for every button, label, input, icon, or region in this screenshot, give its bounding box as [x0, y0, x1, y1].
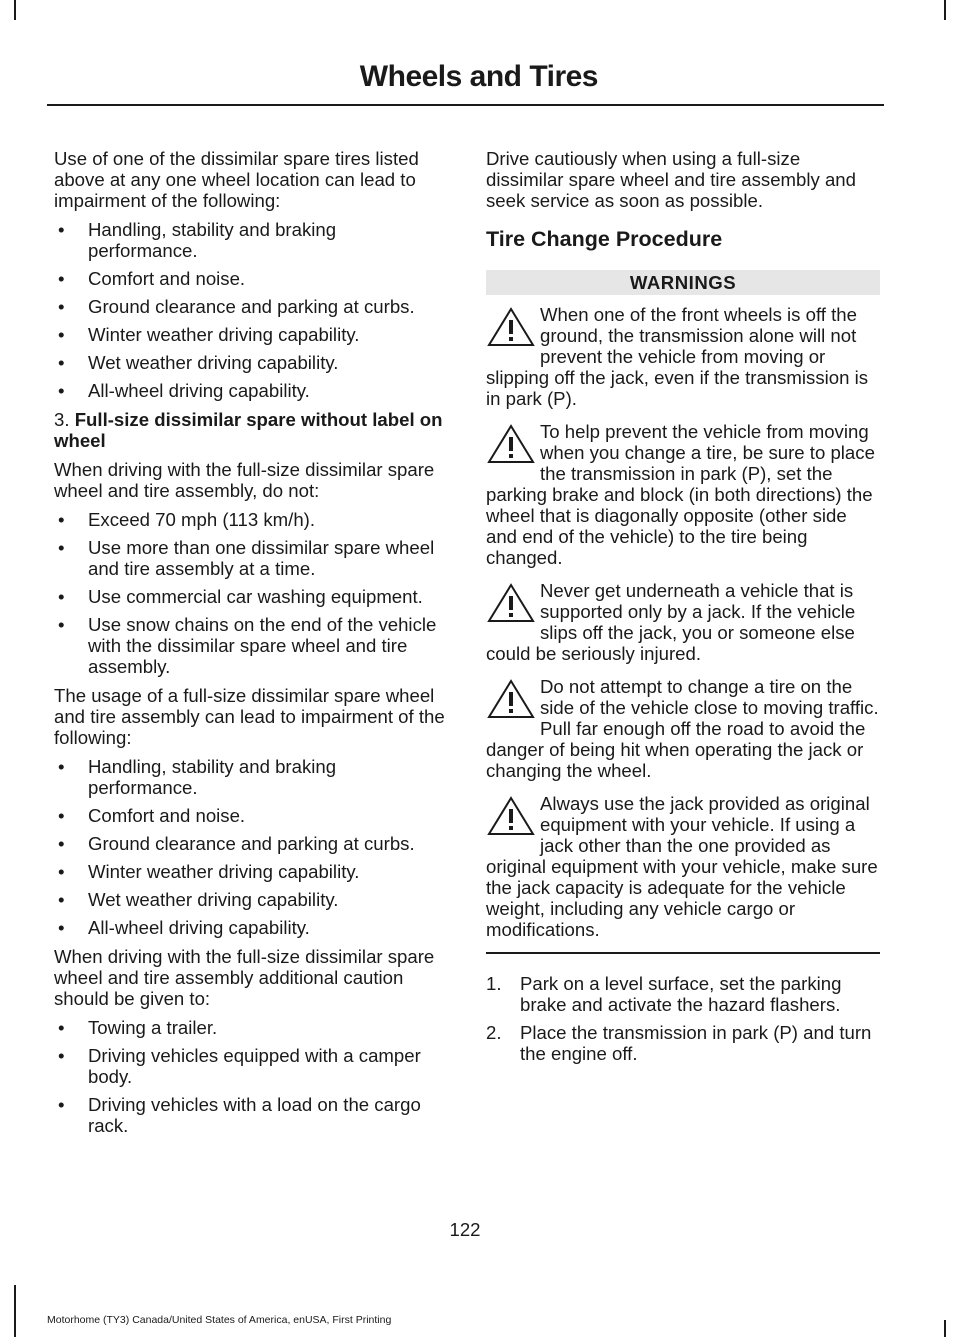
page-number: 122	[449, 1219, 481, 1240]
usage-paragraph: The usage of a full-size dissimilar spare wheel and tire assembly can lead to impairment of the following:	[54, 685, 445, 748]
caution-list	[54, 1017, 450, 1136]
crop-mark	[14, 1285, 16, 1337]
left-column	[54, 148, 450, 1144]
list-item: • Handling, stability and braking performance.	[58, 756, 337, 798]
list-item: • Winter weather driving capability.	[58, 861, 360, 882]
warnings-divider	[486, 952, 880, 954]
list-item: • Driving vehicles equipped with a camper body.	[58, 1045, 421, 1087]
warning-item: Do not attempt to change a tire on the side of the vehicle close to moving traffic. Pull far enough off the road to avoid the danger of being hit when operating the jack or changing the wheel.	[486, 676, 879, 781]
list-item: • Comfort and noise.	[58, 268, 246, 289]
list-item: • Use more than one dissimilar spare wheel and tire assembly at a time.	[58, 537, 435, 579]
warning-triangle-icon	[486, 306, 536, 348]
list-item: • Ground clearance and parking at curbs.	[58, 296, 415, 317]
step-item: 2. Place the transmission in park (P) and turn the engine off.	[486, 1022, 872, 1064]
list-item: • Towing a trailer.	[58, 1017, 218, 1038]
warnings-heading: WARNINGS	[486, 270, 880, 295]
list-item: • Use snow chains on the end of the vehicle with the dissimilar spare wheel and tire assembly.	[58, 614, 437, 677]
list-item: • Ground clearance and parking at curbs.	[58, 833, 415, 854]
caution-paragraph: When driving with the full-size dissimilar spare wheel and tire assembly additional caution should be given to:	[54, 946, 435, 1009]
header-divider	[47, 104, 884, 106]
list-item: • All-wheel driving capability.	[58, 380, 310, 401]
warning-triangle-icon	[486, 678, 536, 720]
procedure-steps	[486, 973, 880, 1064]
impairment-list	[54, 219, 450, 401]
warning-item: Always use the jack provided as original equipment with your vehicle. If using a jack other than the one provided as original equipment with your vehicle, make sure the jack capacity is adequate for the vehicle weight, including any vehicle cargo or modifications.	[486, 793, 878, 940]
list-item: • Driving vehicles with a load on the cargo rack.	[58, 1094, 421, 1136]
warning-triangle-icon	[486, 795, 536, 837]
list-item: • All-wheel driving capability.	[58, 917, 310, 938]
usage-impairment-list	[54, 756, 450, 938]
subheading: 3. Full-size dissimilar spare without label on wheel	[54, 409, 443, 451]
list-item: • Handling, stability and braking performance.	[58, 219, 337, 261]
warning-item: To help prevent the vehicle from moving when you change a tire, be sure to place the transmission in park (P), set the parking brake and block (in both directions) the wheel that is diagonally opposite (other side and end of the vehicle) to the tire being changed.	[486, 421, 875, 568]
crop-mark	[944, 0, 946, 20]
do-not-paragraph: When driving with the full-size dissimilar spare wheel and tire assembly, do not:	[54, 459, 435, 501]
warning-item: Never get underneath a vehicle that is supported only by a jack. If the vehicle slips off the jack, you or someone else could be seriously injured.	[486, 580, 856, 664]
crop-mark	[944, 1320, 946, 1337]
list-item: • Comfort and noise.	[58, 805, 246, 826]
list-item: • Exceed 70 mph (113 km/h).	[58, 509, 316, 530]
warning-item: When one of the front wheels is off the ground, the transmission alone will not prevent the vehicle from moving or slipping off the jack, even if the transmission is in park (P).	[486, 304, 869, 409]
section-title: Tire Change Procedure	[486, 227, 723, 251]
warning-triangle-icon	[486, 423, 536, 465]
list-item: • Use commercial car washing equipment.	[58, 586, 423, 607]
do-not-list	[54, 509, 450, 677]
right-column	[486, 148, 880, 1071]
list-item: • Wet weather driving capability.	[58, 352, 339, 373]
warning-triangle-icon	[486, 582, 536, 624]
drive-cautiously-paragraph: Drive cautiously when using a full-size dissimilar spare wheel and tire assembly and seek service as soon as possible.	[486, 148, 856, 211]
footer-publication-info: Motorhome (TY3) Canada/United States of America, enUSA, First Printing	[47, 1314, 392, 1326]
intro-paragraph: Use of one of the dissimilar spare tires listed above at any one wheel location can lead to impairment of the following:	[54, 148, 419, 211]
step-item: 1. Park on a level surface, set the parking brake and activate the hazard flashers.	[486, 973, 842, 1015]
list-item: • Wet weather driving capability.	[58, 889, 339, 910]
list-item: • Winter weather driving capability.	[58, 324, 360, 345]
page-title: Wheels and Tires	[359, 60, 598, 93]
crop-mark	[14, 0, 16, 20]
